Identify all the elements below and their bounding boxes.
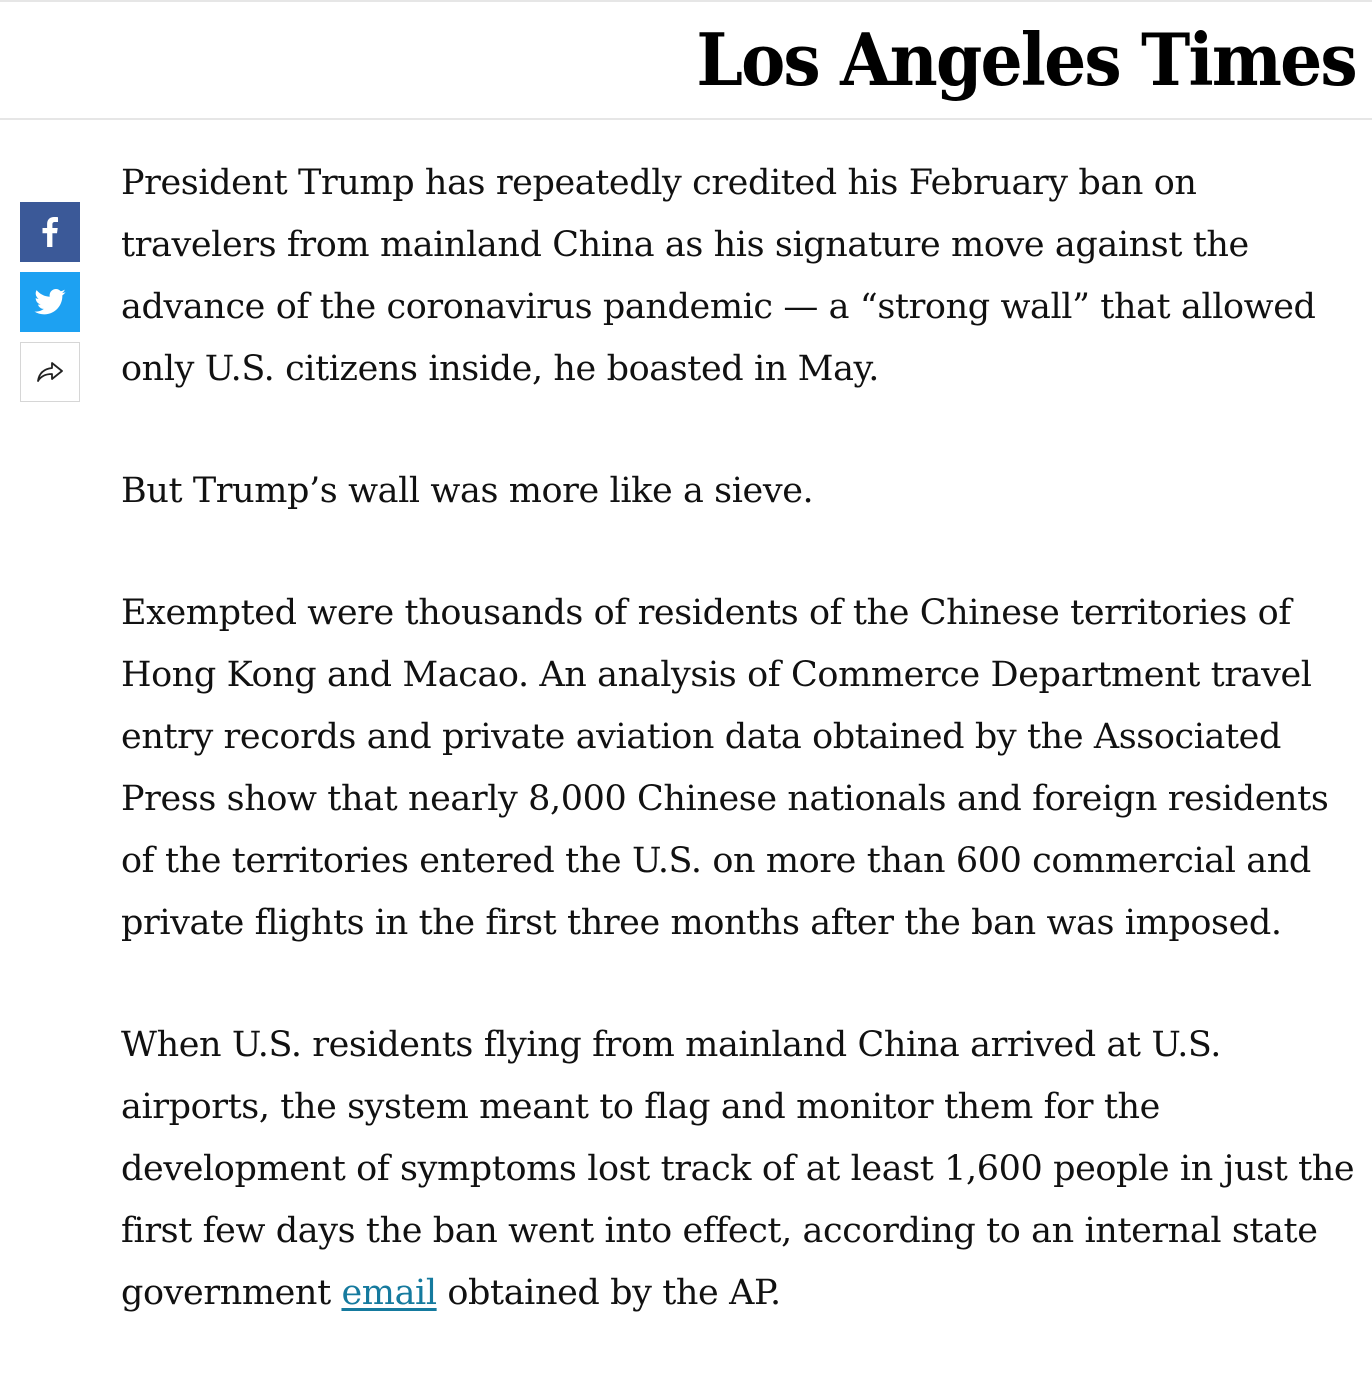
- article-paragraph: President Trump has repeatedly credited his February ban on travelers from mainland China as his signature move against the advance of the coronavirus pandemic — a “strong wall” that allowed only U.S. citizens inside, he boasted in May.: [121, 163, 1316, 389]
- twitter-share-button[interactable]: [20, 272, 80, 332]
- twitter-icon: [34, 289, 66, 315]
- article-paragraph: Exempted were thousands of residents of the Chinese territories of Hong Kong and Macao. An analysis of Commerce Department travel entry records and private aviation data obtained by the Associated Press show that nearly 8,000 Chinese nationals and foreign residents of the territories entered the U.S. on more than 600 commercial and private flights in the first three months after the ban was imposed.: [121, 593, 1329, 943]
- article-body: [121, 152, 1361, 1384]
- article-paragraph: But Trump’s wall was more like a sieve.: [121, 471, 814, 511]
- facebook-icon: [42, 217, 58, 247]
- share-arrow-icon: [35, 360, 65, 384]
- facebook-share-button[interactable]: [20, 202, 80, 262]
- site-logo[interactable]: Los Angeles Times: [696, 17, 1356, 102]
- paragraph-text: When U.S. residents flying from mainland China arrived at U.S. airports, the system meant to flag and monitor them for the development of symptoms lost track of at least 1,600 people in just the first few days the ban went into effect, according to an internal state government: [121, 1025, 1355, 1313]
- email-link[interactable]: email: [341, 1273, 437, 1313]
- share-rail: [20, 202, 80, 412]
- more-share-button[interactable]: [20, 342, 80, 402]
- paragraph-text: obtained by the AP.: [436, 1273, 781, 1313]
- article-paragraph: [121, 1014, 1361, 1324]
- site-header: [0, 0, 1372, 120]
